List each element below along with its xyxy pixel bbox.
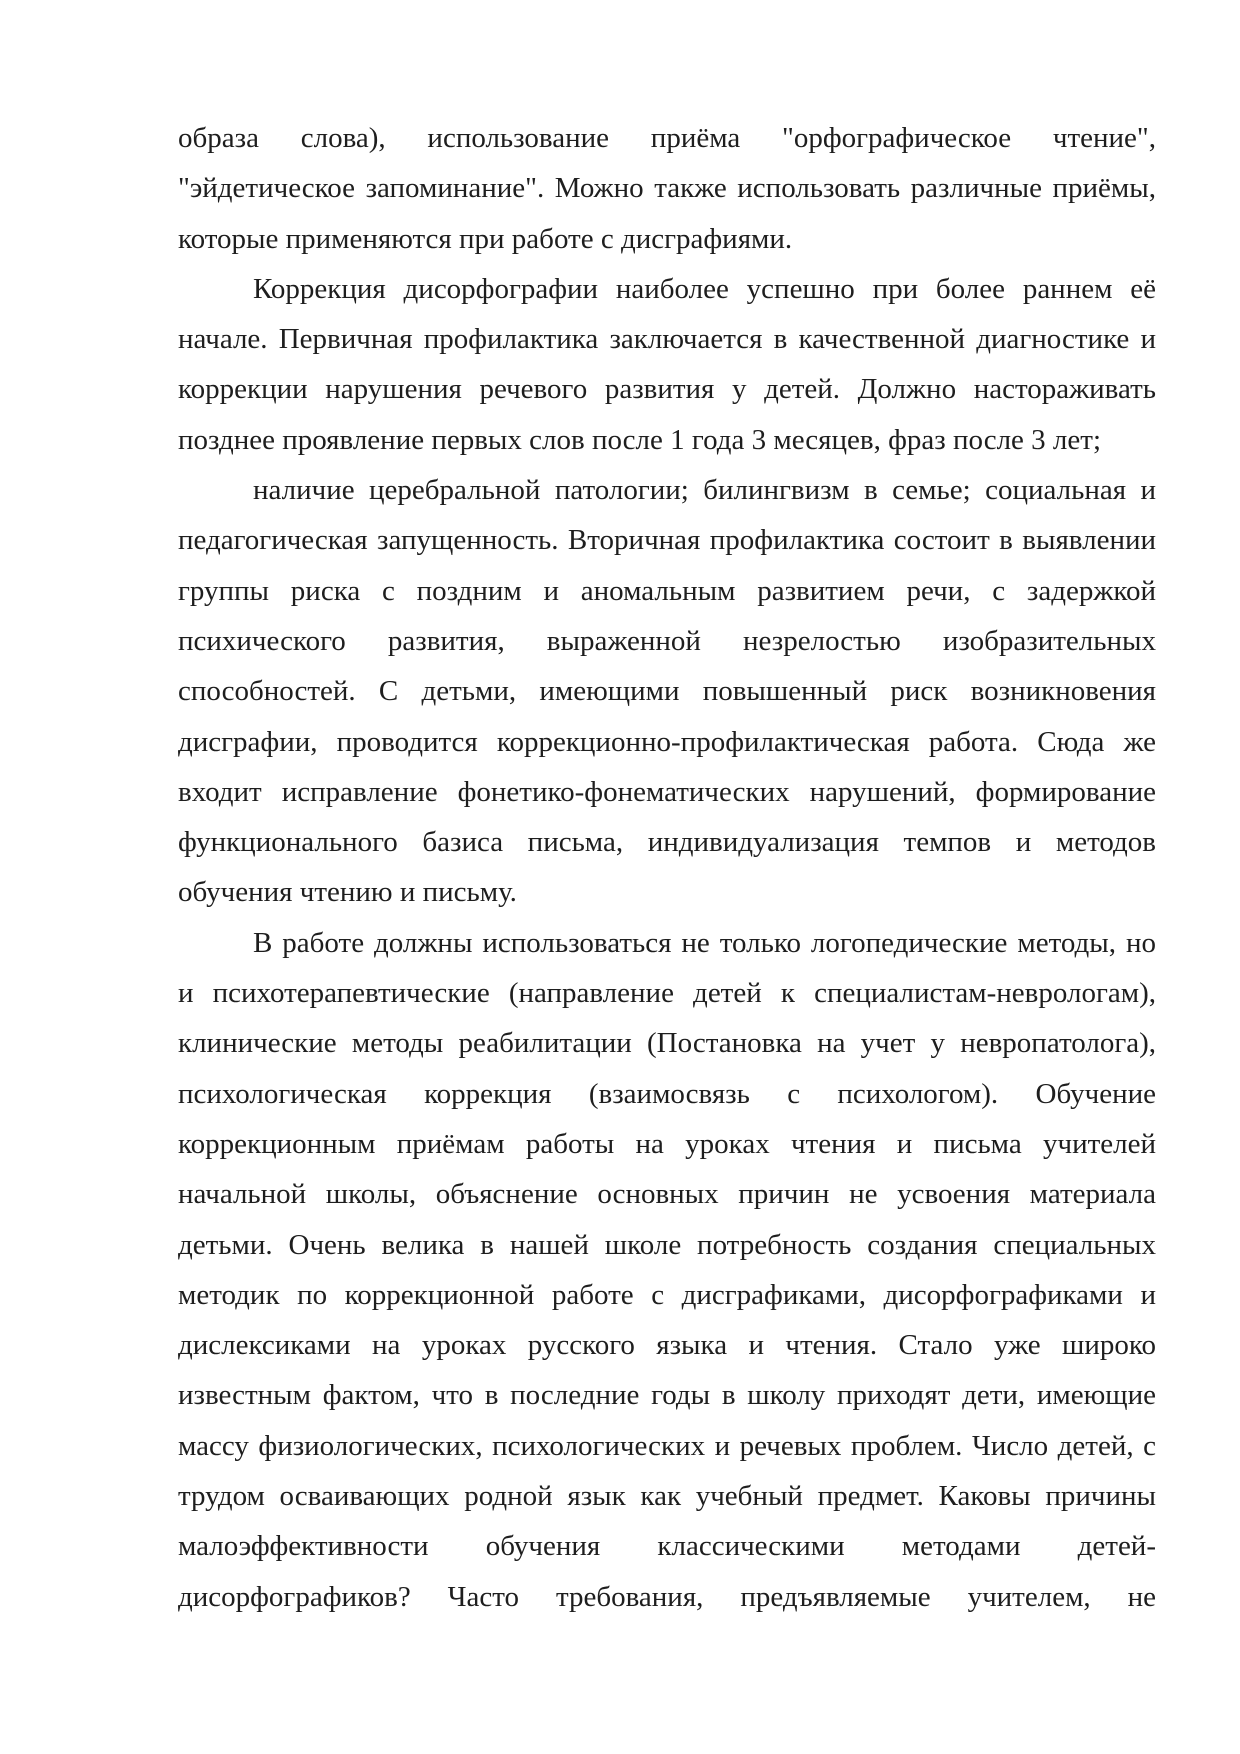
paragraph-3-line: функционального базиса письма, индивидуализация темпов и методов bbox=[178, 826, 1156, 859]
paragraph-4-line: начальной школы, объяснение основных причин не усвоения материала bbox=[178, 1178, 1156, 1211]
paragraph-4-line: малоэффективности обучения классическими методами детей- bbox=[178, 1530, 1156, 1563]
paragraph-4-line: трудом осваивающих родной язык как учебный предмет. Каковы причины bbox=[178, 1480, 1156, 1513]
paragraph-3-line: психического развития, выраженной незрелостью изобразительных bbox=[178, 624, 1156, 657]
paragraph-4-line: клинические методы реабилитации (Постановка на учет у невропатолога), bbox=[178, 1027, 1156, 1060]
paragraph-2-line: позднее проявление первых слов после 1 года 3 месяцев, фраз после 3 лет; bbox=[178, 423, 1102, 456]
paragraph-4-line: дисорфографиков? Часто требования, предъявляемые учителем, не bbox=[178, 1580, 1156, 1613]
paragraph-1-line: которые применяются при работе с дисграфиями. bbox=[178, 222, 793, 255]
paragraph-2-line: коррекции нарушения речевого развития у детей. Должно настораживать bbox=[178, 373, 1156, 406]
paragraph-3-line: входит исправление фонетико-фонематических нарушений, формирование bbox=[178, 775, 1156, 808]
paragraph-3-line: способностей. С детьми, имеющими повышенный риск возникновения bbox=[178, 675, 1156, 708]
paragraph-3-line: дисграфии, проводится коррекционно-профилактическая работа. Сюда же bbox=[178, 725, 1156, 758]
paragraph-2-line: начале. Первичная профилактика заключается в качественной диагностике и bbox=[178, 323, 1156, 356]
paragraph-4-line: коррекционным приёмам работы на уроках чтения и письма учителей bbox=[178, 1127, 1156, 1160]
paragraph-4-line: дислексиками на уроках русского языка и чтения. Стало уже широко bbox=[178, 1329, 1156, 1362]
paragraph-3-line: наличие церебральной патологии; билингвизм в семье; социальная и bbox=[253, 474, 1156, 507]
paragraph-4-line: методик по коррекционной работе с дисграфиками, дисорфографиками и bbox=[178, 1278, 1156, 1311]
paragraph-3-line: обучения чтению и письму. bbox=[178, 876, 517, 909]
paragraph-4-line: детьми. Очень велика в нашей школе потребность создания специальных bbox=[178, 1228, 1156, 1261]
paragraph-2-line: Коррекция дисорфографии наиболее успешно при более раннем её bbox=[253, 272, 1156, 305]
paragraph-4-line: психологическая коррекция (взаимосвязь с психологом). Обучение bbox=[178, 1077, 1156, 1110]
paragraph-4-line: и психотерапевтические (направление детей к специалистам-неврологам), bbox=[178, 977, 1156, 1010]
paragraph-3-line: группы риска с поздним и аномальным развитием речи, с задержкой bbox=[178, 574, 1156, 607]
paragraph-1-line: "эйдетическое запоминание". Можно также использовать различные приёмы, bbox=[178, 172, 1156, 205]
paragraph-4-line: В работе должны использоваться не только логопедические методы, но bbox=[253, 926, 1156, 959]
paragraph-3-line: педагогическая запущенность. Вторичная профилактика состоит в выявлении bbox=[178, 524, 1156, 557]
paragraph-1-line: образа слова), использование приёма "орфографическое чтение", bbox=[178, 122, 1156, 154]
body-text bbox=[178, 113, 1156, 1622]
paragraph-4-line: массу физиологических, психологических и речевых проблем. Число детей, с bbox=[178, 1429, 1156, 1462]
paragraph-4-line: известным фактом, что в последние годы в школу приходят дети, имеющие bbox=[178, 1379, 1156, 1412]
